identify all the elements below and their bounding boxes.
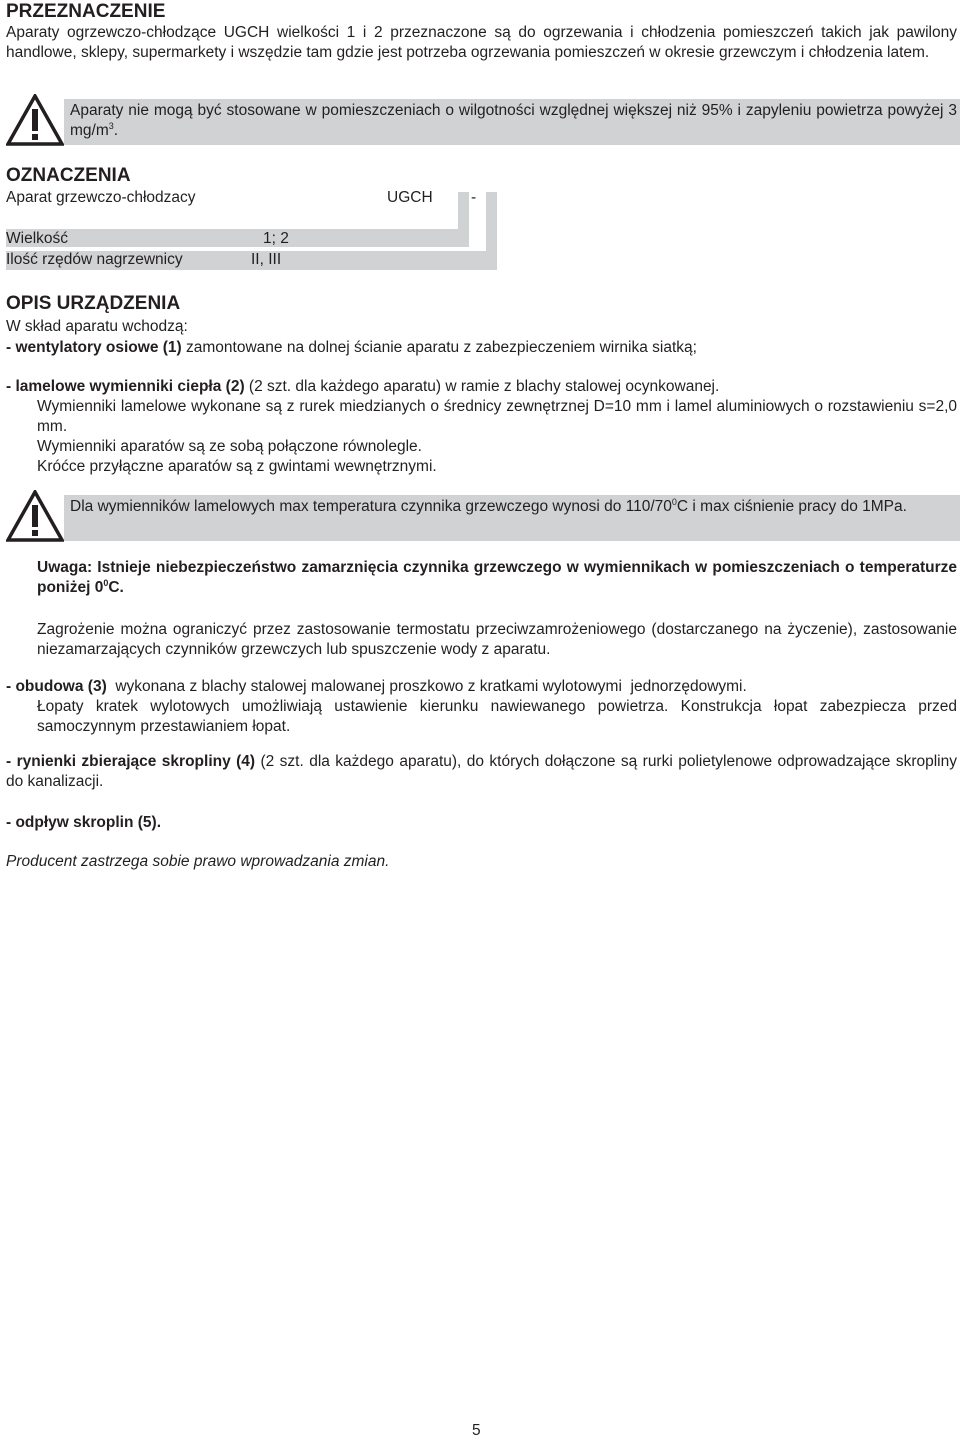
device-code: UGCH <box>387 189 433 206</box>
hx-connections: Króćce przyłączne aparatów są z gwintami wewnętrznymi. <box>37 458 437 475</box>
section-title-opis: OPIS URZĄDZENIA <box>6 293 181 314</box>
page-number: 5 <box>472 1422 481 1439</box>
rows-value: II, III <box>251 251 282 268</box>
size-value: 1; 2 <box>263 230 289 247</box>
bracket-size-row <box>6 229 469 247</box>
item-drain: - odpływ skroplin (5). <box>6 814 162 831</box>
hx-description: Wymienniki lamelowe wykonane są z rurek miedzianych o średnicy zewnętrznej D=10 mm i lamel aluminiowych o rozstawieniu s=2,0 mm. <box>37 398 957 435</box>
item-heat-exchangers: - lamelowe wymienniki ciepła (2) (2 szt. dla każdego aparatu) w ramie z blachy stalowej ocynkowanej. <box>6 378 720 395</box>
casing-description: Łopaty kratek wylotowych umożliwiają ustawienie kierunku nawiewanego powietrza. Konstrukcja łopat zabezpiecza przed samoczynnym przestawianiem łopat. <box>37 698 957 735</box>
uwaga-freezing: Uwaga: Istnieje niebezpieczeństwo zamarznięcia czynnika grzewczego w wymiennikach w pomieszczeniach o temperaturze poniżej $0^0C$. <box>37 559 957 596</box>
device-label: Aparat grzewczo-chłodzacy <box>6 189 196 206</box>
rows-label: Ilość rzędów nagrzewnicy <box>6 251 183 268</box>
item-fans: - wentylatory osiowe (1) zamontowane na dolnej ścianie aparatu z zabezpieczeniem wirnika siatką; <box>6 339 697 356</box>
producer-note: Producent zastrzega sobie prawo wprowadzania zmian. <box>6 853 390 870</box>
item-casing: - obudowa (3) wykonana z blachy stalowej malowanej proszkowo z kratkami wylotowymi jednorzędowymi. <box>6 678 747 695</box>
warning-text-2: Dla wymienników lamelowych max temperatura czynnika grzewczego wynosi do $110/70^0C$ i max ciśnienie pracy do 1MPa. <box>70 496 907 515</box>
opis-intro: W skład aparatu wchodzą: <box>6 318 188 335</box>
section-title-oznaczenia: OZNACZENIA <box>6 165 131 186</box>
warning-icon <box>6 94 64 146</box>
zagrozenie-text: Zagrożenie można ograniczyć przez zastosowanie termostatu przeciwzamrożeniowego (dostarczanego na życzenie), zastosowanie niezamarzających czynników grzewczych lub spuszczenie wody z aparatu. <box>37 621 957 658</box>
code-dash: - <box>471 189 477 206</box>
size-label: Wielkość <box>6 230 69 247</box>
warning-icon <box>6 490 64 542</box>
section-title-przeznaczenie: PRZEZNACZENIE <box>6 1 166 22</box>
item-drip-trays: - rynienki zbierające skropliny (4) (2 szt. dla każdego aparatu), do których dołączone są rurki polietylenowe odprowadzające skropliny do kanalizacji. <box>6 753 957 790</box>
warning-text: Aparaty nie mogą być stosowane w pomieszczeniach o wilgotności względnej większej niż 95% i zapyleniu powietrza powyżej 3 $mg/m^3$. <box>70 102 957 139</box>
hx-parallel: Wymienniki aparatów są ze sobą połączone równolegle. <box>37 438 422 455</box>
przeznaczenie-text: Aparaty ogrzewczo-chłodzące UGCH wielkości 1 i 2 przeznaczone są do ogrzewania i chłodzenia pomieszczeń takich jak pawilony handlowe, sklepy, supermarkety i wszędzie tam gdzie jest potrzeba ogrzewania pomieszczeń w okresie grzewczym i chłodzenia latem. <box>6 24 957 61</box>
